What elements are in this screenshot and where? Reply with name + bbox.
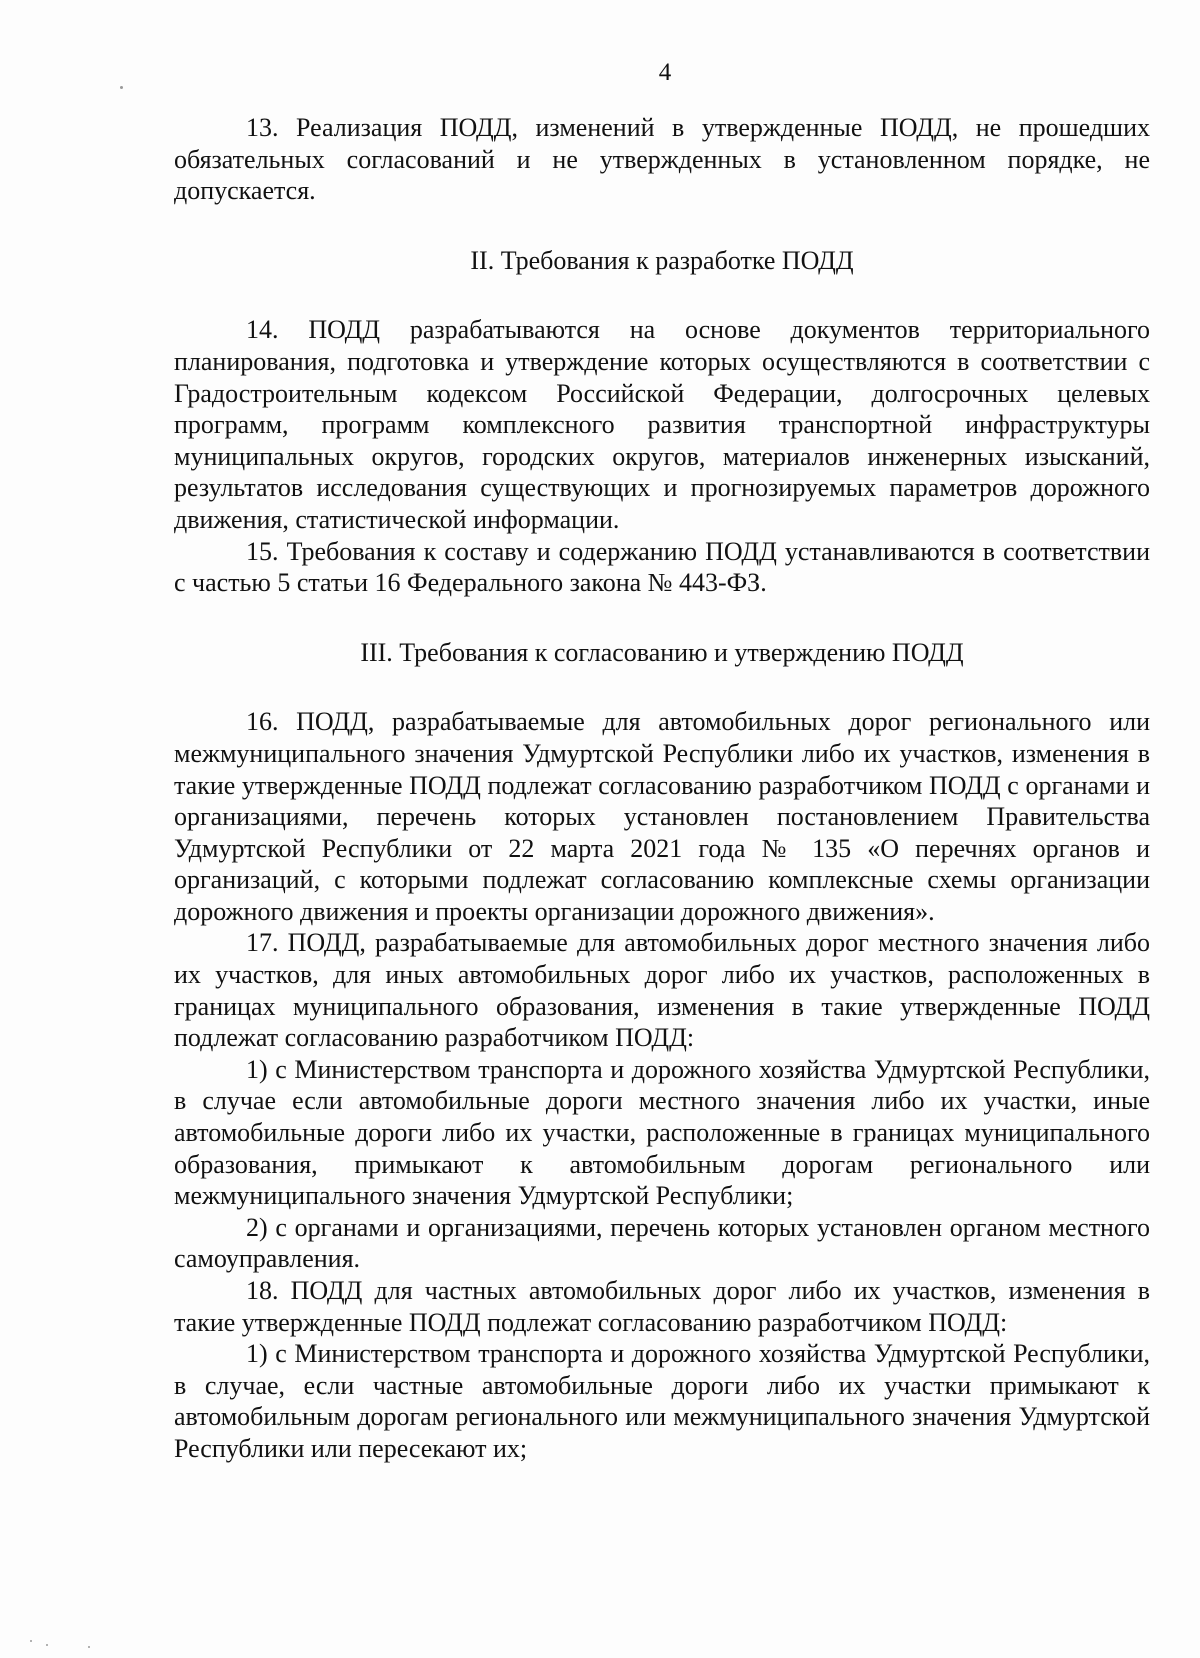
paragraph-17: 17. ПОДД, разрабатываемые для автомобильных дорог местного значения либо их участков, для иных автомобильных дорог либо их участков, расположенных в границах муниципального образования, изменения в такие утвержденные ПОДД подлежат согласованию разработчиком ПОДД: bbox=[174, 928, 1150, 1053]
scan-speck bbox=[46, 1644, 48, 1646]
paragraph-18: 18. ПОДД для частных автомобильных дорог либо их участков, изменения в такие утвержденные ПОДД подлежат согласованию разработчиком ПОДД: bbox=[174, 1276, 1150, 1337]
paragraph-15: 15. Требования к составу и содержанию ПОДД устанавливаются в соответствии с частью 5 статьи 16 Федерального закона № 443-ФЗ. bbox=[174, 536, 1150, 598]
spacer bbox=[174, 207, 1150, 245]
spacer bbox=[174, 276, 1150, 314]
paragraph-16: 16. ПОДД, разрабатываемые для автомобильных дорог регионального или межмуниципального значения Удмуртской Республики либо их участков, изменения в такие утвержденные ПОДД подлежат согласованию разработчиком ПОДД с органами и организациями, перечень которых установлен постановлением Правительства Удмуртской Республики от 22 марта 2021 года № 135 «О перечнях органов и организаций, с которыми подлежат согласованию комплексные схемы организации дорожного движения и проекты организации дорожного движения». bbox=[174, 707, 1150, 926]
scan-speck bbox=[120, 86, 123, 89]
document-body bbox=[174, 112, 1150, 1465]
spacer bbox=[174, 668, 1150, 706]
paragraph-17-item-2: 2) с органами и организациями, перечень которых установлен органом местного самоуправления. bbox=[174, 1212, 1150, 1274]
spacer bbox=[174, 599, 1150, 637]
paragraph-17-item-1: 1) с Министерством транспорта и дорожного хозяйства Удмуртской Республики, в случае если автомобильные дороги местного значения либо их участки, иные автомобильные дороги либо их участки, расположенные в границах муниципального образования, примыкают к автомобильным дорогам регионального или межмуниципального значения Удмуртской Республики; bbox=[174, 1054, 1150, 1211]
paragraph-13: 13. Реализация ПОДД, изменений в утвержденные ПОДД, не прошедших обязательных согласований и не утвержденных в установленном порядке, не допускается. bbox=[174, 113, 1150, 206]
scan-speck bbox=[30, 1640, 32, 1642]
paragraph-18-item-1: 1) с Министерством транспорта и дорожного хозяйства Удмуртской Республики, в случае, если частные автомобильные дороги либо их участки примыкают к автомобильным дорогам регионального или межмуниципального значения Удмуртской Республики или пересекают их; bbox=[174, 1339, 1150, 1463]
page-number: 4 bbox=[658, 59, 672, 86]
scan-speck bbox=[88, 1646, 90, 1648]
section-heading-3: III. Требования к согласованию и утверждению ПОДД bbox=[360, 637, 964, 667]
section-heading-2: II. Требования к разработке ПОДД bbox=[470, 245, 854, 275]
paragraph-14: 14. ПОДД разрабатываются на основе документов территориального планирования, подготовка и утверждение которых осуществляются в соответствии с Градостроительным кодексом Российской Федерации, долгосрочных целевых программ, программ комплексного развития транспортной инфраструктуры муниципальных округов, городских округов, материалов инженерных изысканий, результатов исследования существующих и прогнозируемых параметров дорожного движения, статистической информации. bbox=[174, 315, 1150, 534]
